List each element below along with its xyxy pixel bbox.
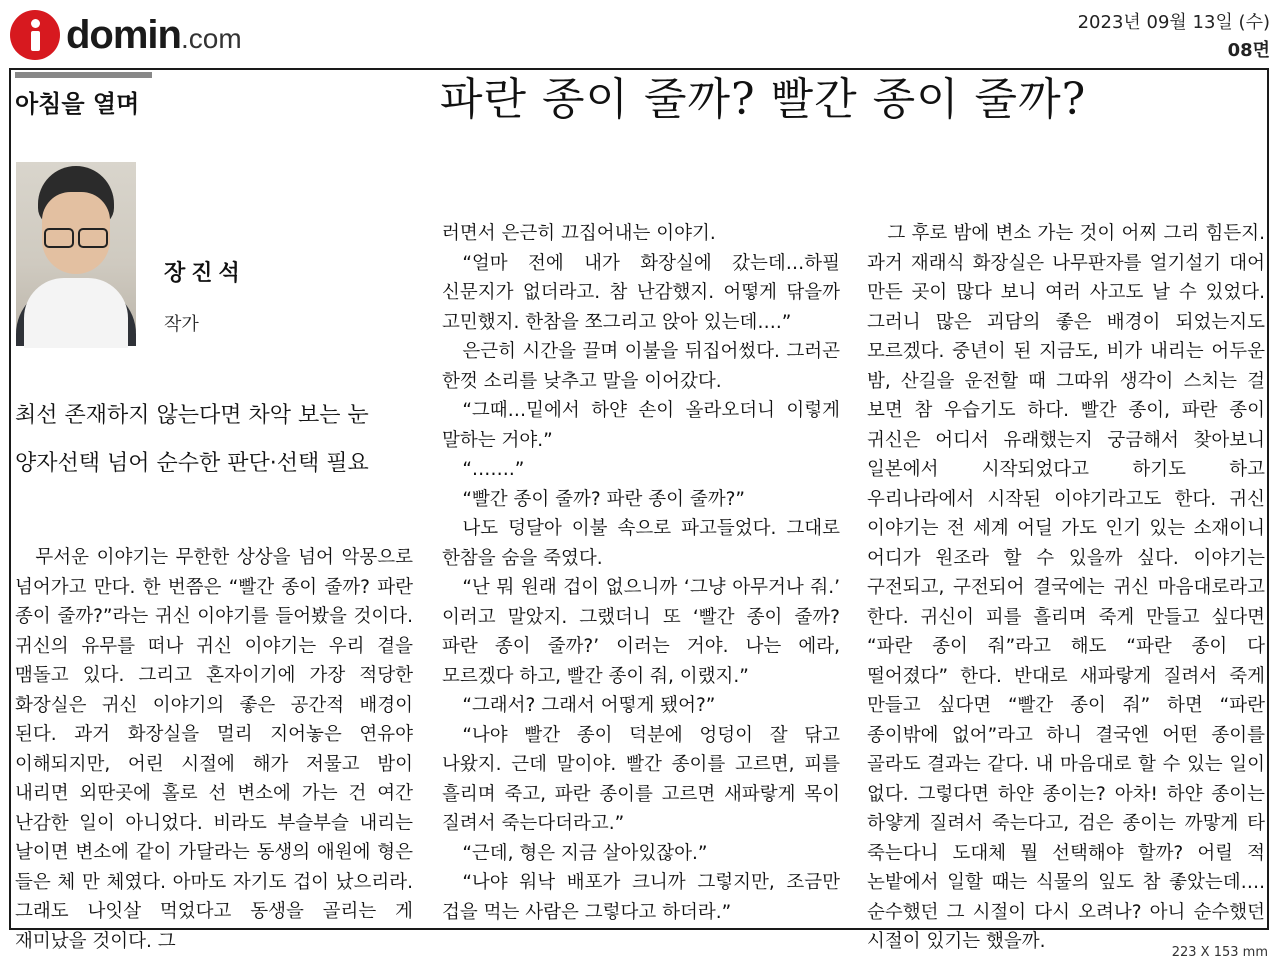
paragraph: 그 후로 밤에 변소 가는 것이 어찌 그리 힘든지. 과거 재래식 화장실은 나무판자를 얼기설기 대어 만든 곳이 많다 보니 여러 사고도 날 수 있었다. 그러니 많은 괴담의 좋은 배경이 되었는지도 모르겠다. 중년이 된 지금도, 비가 내리는 어두운 밤, 산길을 운전할 때 그따위 생각이 스치는 걸 보면 참 우습기도 하다. 빨간 종이, 파란 종이 귀신은 어디서 유래했는지 궁금해서 찾아보니 일본에서 시작되었다고 하기도 하고 우리나라에서 시작된 이야기라고도 한다. 귀신 이야기는 전 세계 어딜 가도 인기 있는 소재이니 어디가 원조라 할 수 있을까 싶다. 이야기는 구전되고, 구전되어 결국에는 귀신 마음대로라고 한다. 귀신이 피를 흘리며 죽게 만들고 싶다면 “파란 종이 줘”라고 해도 “파란 종이 다 떨어졌다” 한다. 반대로 새파랗게 질려서 죽게 만들고 싶다면 “빨간 종이 줘” 하면 “파란 종이밖에 없어”라고 하니 결국엔 어떤 종이를 골라도 결과는 같다. 내 마음대로 할 수 있는 일이 없다. 그렇다면 하얀 종이는? 아차! 하얀 종이는 하얗게 질려서 죽는다고, 검은 종이는 까맣게 타 죽는다니 도대체 뭘 선택해야 할까? 어릴 적 논밭에서 일할 때는 식물의 잎도 참 좋았는데…. 순수했던 그 시절이 다시 오려나? 아니 순수했던 시절이 있기는 했을까. bbox=[867, 223, 1265, 952]
author-role: 작가 bbox=[164, 314, 199, 335]
headline: 파란 종이 줄까? 빨간 종이 줄까? bbox=[440, 74, 1087, 125]
paragraph: 은근히 시간을 끌며 이불을 뒤집어썼다. 그러곤 한껏 소리를 낮추고 말을 이어갔다. bbox=[442, 341, 840, 392]
section-bar bbox=[15, 72, 152, 78]
paragraph: 나도 덩달아 이불 속으로 파고들었다. 그대로 한참을 숨을 죽였다. bbox=[442, 518, 840, 569]
logo-text: domin.com bbox=[66, 13, 242, 57]
paragraph: “얼마 전에 내가 화장실에 갔는데…하필 신문지가 없더라고. 참 난감했지. 어떻게 닦을까 고민했지. 한참을 쪼그리고 앉아 있는데….” bbox=[442, 252, 840, 333]
author-photo bbox=[16, 162, 136, 332]
paragraph: 러면서 은근히 끄집어내는 이야기. bbox=[442, 223, 716, 244]
publication-date: 2023년 09월 13일 (수) bbox=[1077, 12, 1270, 33]
paragraph: “나야 워낙 배포가 크니까 그렇지만, 조금만 겁을 먹는 사람은 그렇다고 하더라.” bbox=[442, 872, 840, 923]
logo-suffix: .com bbox=[180, 23, 242, 54]
paragraph: “…….” bbox=[462, 459, 525, 480]
section-label: 아침을 열며 bbox=[15, 90, 140, 118]
paragraph: “그래서? 그래서 어떻게 됐어?” bbox=[462, 695, 716, 716]
paragraph: “그때…밑에서 하얀 손이 올라오더니 이렇게 말하는 거야.” bbox=[442, 400, 840, 451]
paragraph: 무서운 이야기는 무한한 상상을 넘어 악몽으로 넘어가고 만다. 한 번쯤은 “빨간 종이 줄까? 파란 종이 줄까?”라는 귀신 이야기를 들어봤을 것이다. 귀신의 유무를 떠나 귀신 이야기는 우리 곁을 맴돌고 있다. 그리고 혼자이기에 가장 적당한 화장실은 귀신 이야기의 좋은 공간적 배경이 된다. 과거 화장실을 멀리 지어놓은 연유야 이해되지만, 어린 시절에 해가 저물고 밤이 내리면 외딴곳에 홀로 선 변소에 가는 건 여간 난감한 일이 아니었다. 비라도 부슬부슬 내리는 날이면 변소에 같이 가달라는 동생의 애원에 형은 들은 체 만 체였다. 아마도 자기도 겁이 났으리라. 그래도 나잇살 먹었다고 동생을 골리는 게 재미났을 것이다. 그 bbox=[15, 547, 413, 952]
subheadline: 최선 존재하지 않는다면 차악 보는 눈 bbox=[15, 403, 369, 428]
paragraph: “근데, 형은 지금 살아있잖아.” bbox=[462, 842, 708, 864]
paragraph: “난 뭐 원래 겁이 없으니까 ‘그냥 아무거나 줘.’ 이러고 말았지. 그랬더니 또 ‘빨간 종이 줄까? 파란 종이 줄까?’ 이러는 거야. 나는 에라, 모르겠다 하고, 빨간 종이 줘, 이랬지.” bbox=[442, 577, 840, 687]
article-column-1 bbox=[15, 543, 413, 952]
paragraph: “나야 빨간 종이 덕분에 엉덩이 잘 닦고 나왔지. 근데 말이야. 빨간 종이를 고르면, 피를 흘리며 죽고, 파란 종이를 고르면 새파랗게 목이 질려서 죽는다더라고.” bbox=[442, 724, 840, 834]
paragraph: “빨간 종이 줄까? 파란 종이 줄까?” bbox=[462, 488, 746, 510]
article-column-2 bbox=[442, 219, 840, 928]
size-note: 223 X 153 mm bbox=[1171, 945, 1268, 960]
article-column-3 bbox=[867, 219, 1265, 952]
page-number: 08면 bbox=[1227, 40, 1270, 61]
logo-i-icon bbox=[10, 10, 60, 60]
author-name: 장진석 bbox=[164, 261, 246, 286]
subheadline: 양자선택 넘어 순수한 판단·선택 필요 bbox=[15, 451, 369, 476]
